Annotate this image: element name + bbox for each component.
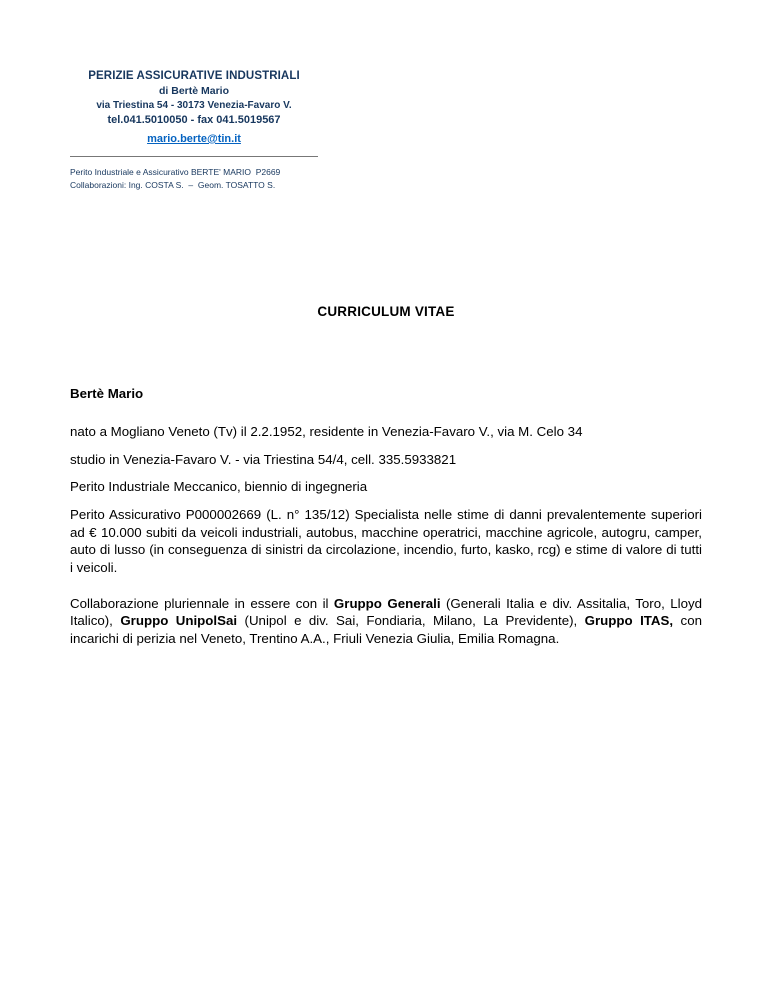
letterhead-company: PERIZIE ASSICURATIVE INDUSTRIALI [88, 70, 300, 82]
email-link[interactable]: mario.berte@tin.it [147, 133, 241, 145]
person-name: Bertè Mario [70, 386, 144, 402]
letterhead-registration: Perito Industriale e Assicurativo BERTE' MARIO P2669 [70, 167, 281, 177]
collaboration-paragraph [70, 595, 702, 648]
letterhead-email-row [70, 129, 318, 147]
expertise-paragraph: Perito Assicurativo P000002669 (L. n° 135/12) Specialista nelle stime di danni prevalentemente superiori ad € 10.000 subiti da veicoli industriali, autobus, macchine operatrici, macchine agricole, autogru, camper, auto di lusso (in conseguenza di sinistri da circolazione, incendio, furto, kasko, rcg) e stime di valore di tutti i veicoli. [70, 507, 702, 576]
collab-segment: (Unipol e div. Sai, Fondiaria, Milano, La Previdente), [237, 613, 585, 629]
collab-segment: con incarichi di perizia nel Veneto, Trentino A.A., Friuli Venezia Giulia, Emilia Romagna. [70, 613, 702, 647]
collab-segment: Collaborazione pluriennale in essere con il [70, 595, 334, 611]
cv-body [70, 385, 702, 647]
letterhead-divider [70, 156, 318, 157]
collab-segment-bold: Gruppo Generali [333, 595, 441, 611]
studio-line: studio in Venezia-Favaro V. - via Triestina 54/4, cell. 335.5933821 [70, 451, 457, 467]
letterhead-address: via Triestina 54 - 30173 Venezia-Favaro V. [96, 100, 292, 111]
page-title: CURRICULUM VITAE [317, 304, 455, 320]
collab-segment: (Generali Italia e div. Assitalia, Toro, Lloyd Italico), [70, 595, 703, 629]
letterhead-collaborators: Collaborazioni: Ing. COSTA S. – Geom. TOSATTO S. [70, 180, 276, 191]
education-line: Perito Industriale Meccanico, biennio di ingegneria [70, 479, 368, 495]
collab-segment-bold: Gruppo ITAS, [584, 613, 674, 629]
collab-segment-bold: Gruppo UnipolSai [120, 613, 238, 629]
birth-line: nato a Mogliano Veneto (Tv) il 2.2.1952, residente in Venezia-Favaro V., via M. Celo 34 [70, 424, 583, 440]
letterhead-phone: tel.041.5010050 - fax 041.5019567 [107, 114, 281, 126]
letterhead [70, 70, 318, 192]
letterhead-owner: di Bertè Mario [158, 85, 229, 97]
